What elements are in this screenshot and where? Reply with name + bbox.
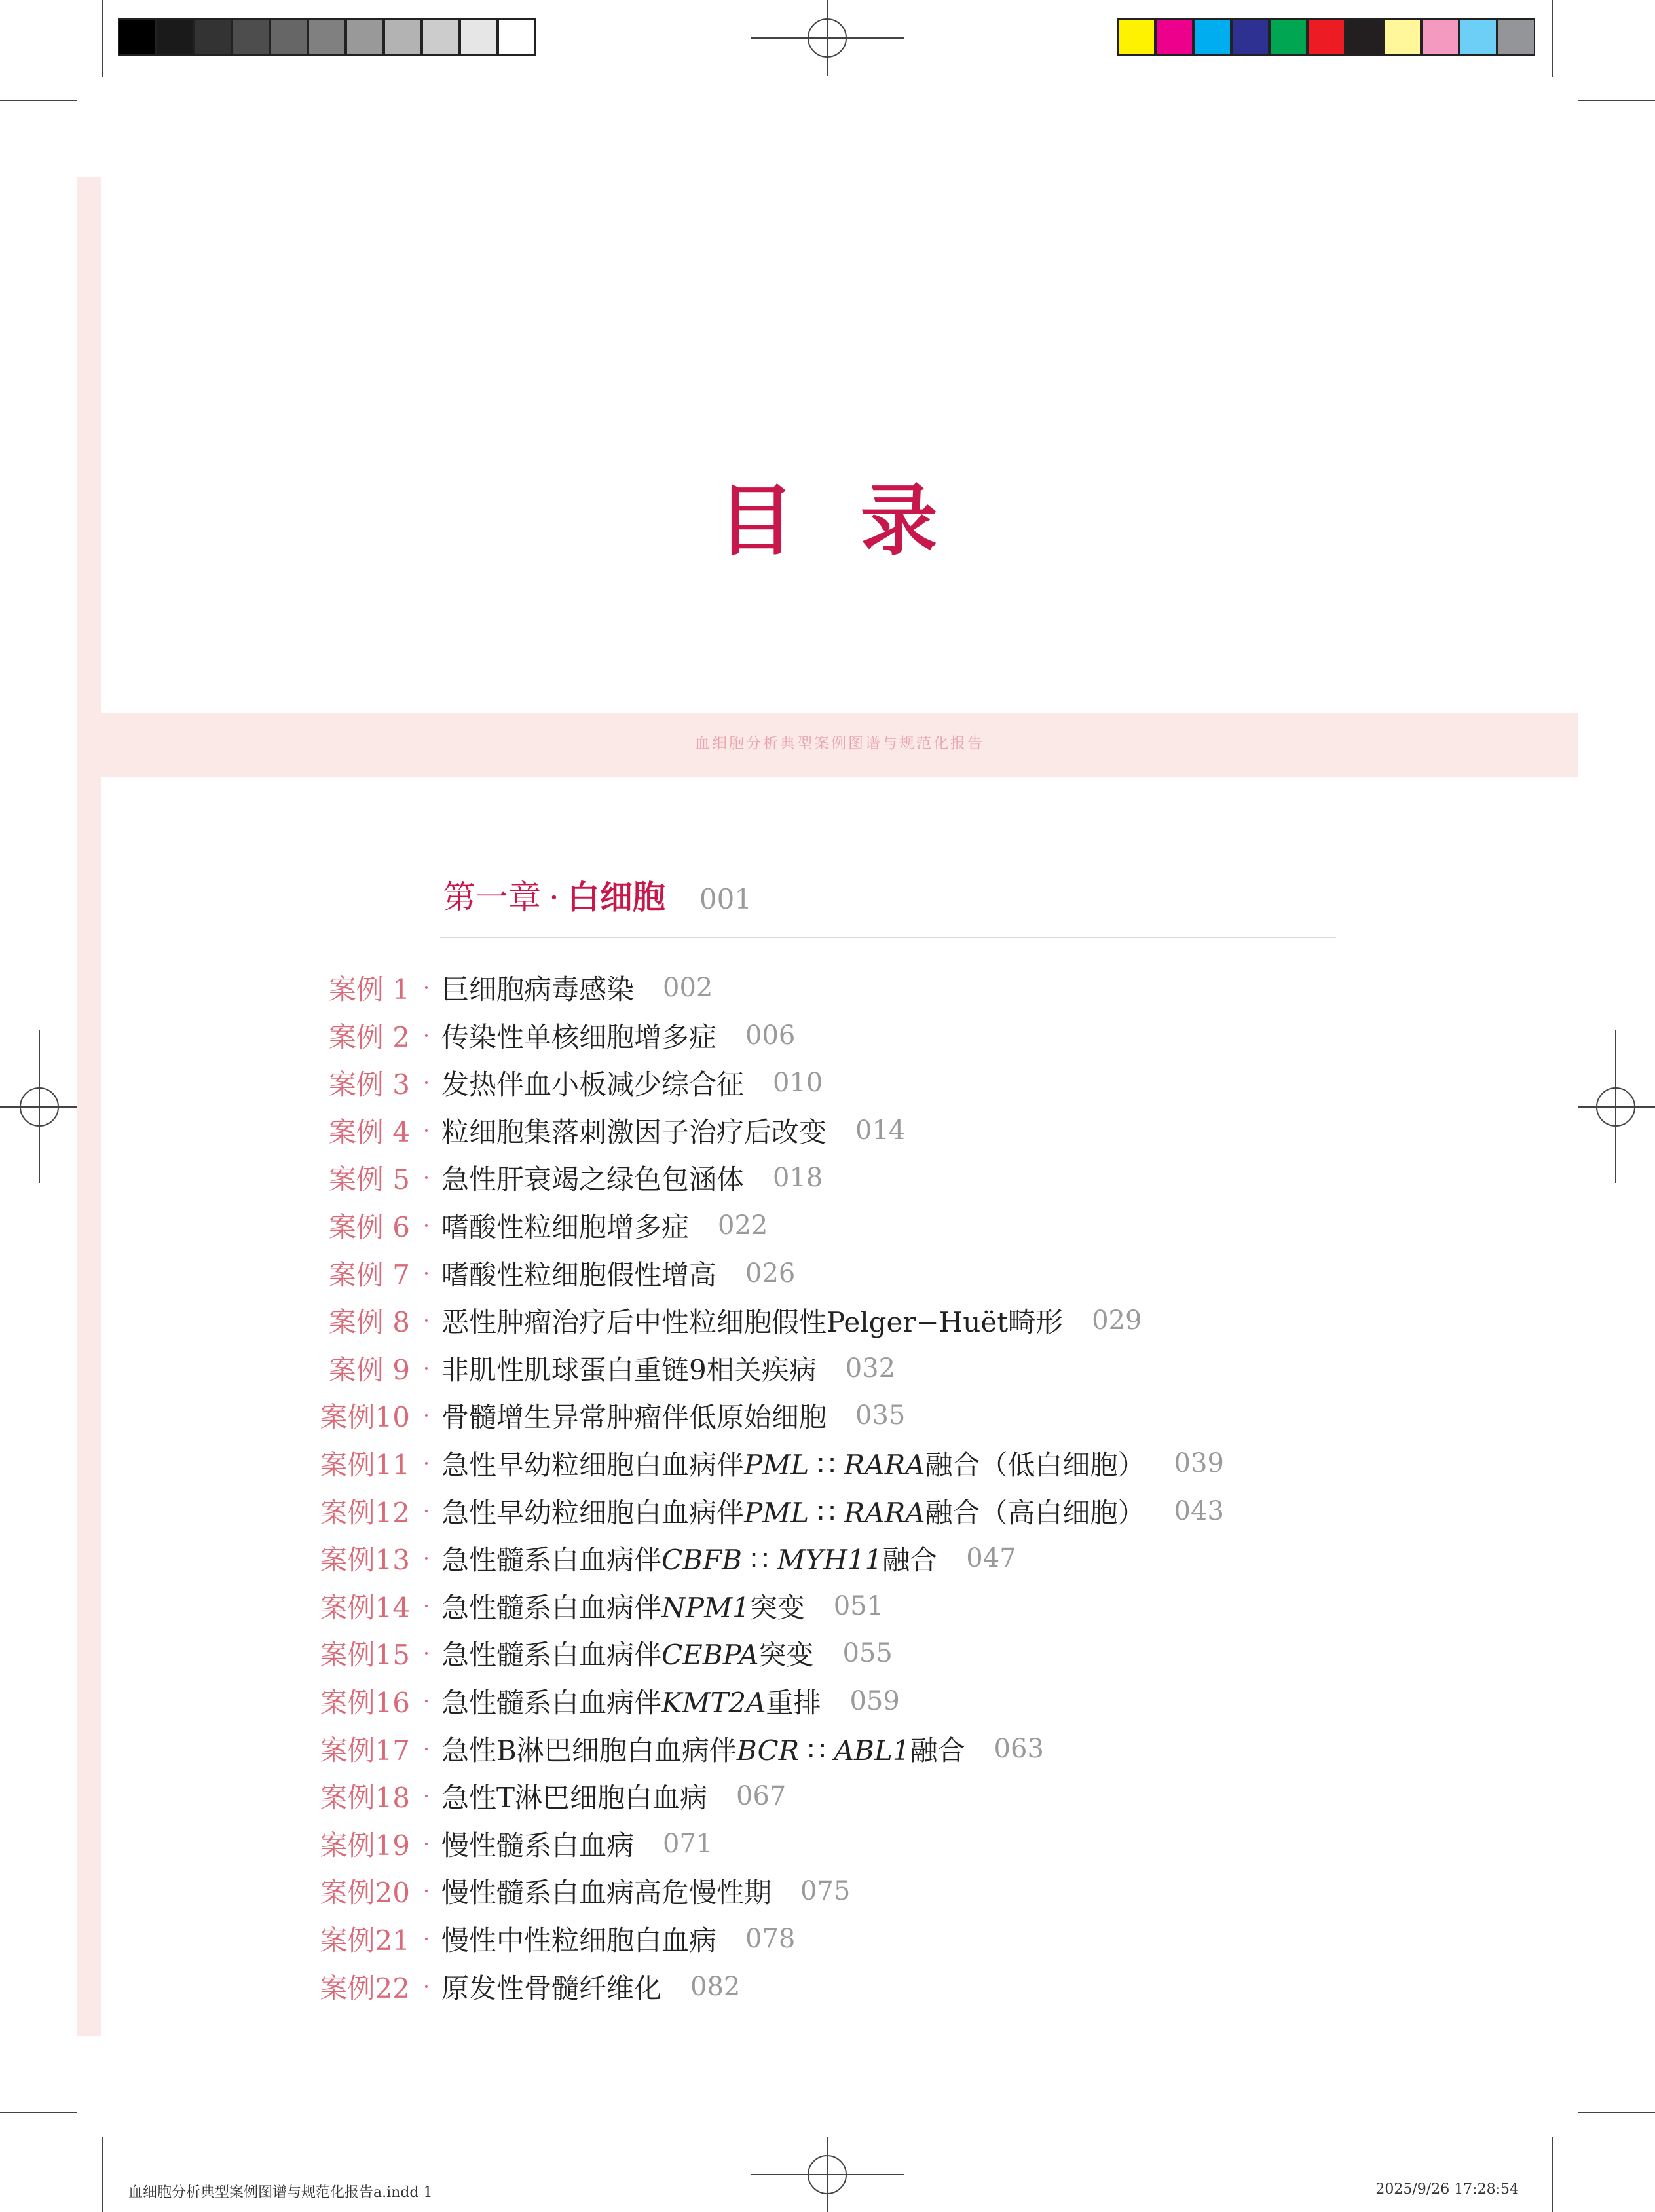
gene-name: CBFB <box>661 1544 743 1577</box>
gene-name: ABL1 <box>834 1734 910 1767</box>
entry-page-number: 014 <box>855 1115 906 1146</box>
entry-separator: · <box>422 1165 430 1191</box>
gene-name: RARA <box>844 1449 925 1481</box>
toc-entry[interactable] <box>0 1202 1655 1249</box>
toc-entry[interactable] <box>0 1107 1655 1154</box>
entry-title <box>441 1158 744 1197</box>
entry-page-number: 067 <box>736 1781 787 1812</box>
entry-page-number: 055 <box>842 1638 893 1669</box>
color-swatch <box>384 18 422 56</box>
gene-name: MYH11 <box>777 1544 883 1577</box>
case-label: 案例11 <box>320 1449 410 1481</box>
title-text: 急性髓系白血病伴 <box>441 1591 662 1624</box>
toc-entry[interactable] <box>0 1154 1655 1201</box>
entry-page-number: 018 <box>773 1163 823 1193</box>
title-text: 急性B淋巴细胞白血病伴 <box>441 1734 737 1767</box>
entry-title <box>441 1491 1145 1531</box>
gray-swatch-strip <box>118 18 536 56</box>
entry-separator: · <box>422 1451 430 1476</box>
entry-separator: · <box>422 1974 430 1999</box>
title-text: 急性髓系白血病伴 <box>441 1687 662 1719</box>
color-swatch <box>308 18 346 56</box>
case-label: 案例10 <box>320 1401 410 1434</box>
toc-entry[interactable] <box>0 1059 1655 1106</box>
case-label: 案例12 <box>320 1496 410 1529</box>
page-title: 目录 <box>717 475 1003 566</box>
color-swatch <box>1307 18 1345 56</box>
toc-entry[interactable] <box>0 1915 1655 1962</box>
gene-name: CEBPA <box>661 1639 759 1672</box>
gene-name: NPM1 <box>661 1591 750 1624</box>
entry-separator: · <box>422 1022 430 1048</box>
entry-separator: · <box>422 1593 430 1619</box>
title-text: 重排 <box>766 1687 821 1719</box>
title-text: 慢性髓系白血病高危慢性期 <box>441 1877 772 1909</box>
color-swatch <box>1117 18 1155 56</box>
title-text: ∷ <box>799 1734 834 1767</box>
entry-separator: · <box>422 1117 430 1143</box>
entry-page-number: 071 <box>663 1828 713 1859</box>
entry-title <box>441 1871 772 1911</box>
color-swatch <box>194 18 232 56</box>
case-label: 案例16 <box>320 1687 410 1719</box>
entry-title <box>441 1776 707 1816</box>
case-label: 案例19 <box>320 1829 410 1862</box>
color-swatch <box>270 18 308 56</box>
title-text: 突变 <box>749 1591 805 1624</box>
entry-page-number: 006 <box>745 1020 796 1051</box>
entry-title <box>441 1016 716 1055</box>
entry-page-number: 059 <box>849 1686 900 1716</box>
entry-title <box>441 1824 634 1864</box>
title-text: 急性髓系白血病伴 <box>441 1639 662 1672</box>
entry-title <box>441 1396 827 1435</box>
title-text: 巨细胞病毒感染 <box>441 973 635 1005</box>
toc-entry[interactable] <box>0 1012 1655 1059</box>
color-swatch <box>1383 18 1421 56</box>
entry-page-number: 075 <box>800 1876 851 1907</box>
color-swatch <box>1459 18 1497 56</box>
entry-title <box>441 1301 1063 1340</box>
color-swatch-strip <box>1117 18 1535 56</box>
print-timestamp: 2025/9/26 17:28:54 <box>1375 2181 1519 2198</box>
color-swatch <box>1269 18 1307 56</box>
title-text: 融合 <box>882 1544 938 1577</box>
color-swatch <box>1155 18 1193 56</box>
title-text: 急性早幼粒细胞白血病伴 <box>441 1496 745 1529</box>
title-text: 急性髓系白血病伴 <box>441 1544 662 1577</box>
title-text: 非肌性肌球蛋白重链9相关疾病 <box>441 1353 817 1386</box>
entry-page-number: 032 <box>845 1353 896 1383</box>
entry-page-number: 063 <box>994 1733 1044 1764</box>
title-text: 融合 <box>910 1734 965 1767</box>
entry-page-number: 010 <box>773 1068 823 1098</box>
gene-name: PML <box>744 1449 809 1481</box>
case-label: 案例 2 <box>328 1021 410 1053</box>
entry-separator: · <box>422 1308 430 1334</box>
color-swatch <box>1193 18 1231 56</box>
entry-page-number: 051 <box>833 1590 884 1621</box>
entry-separator: · <box>422 1070 430 1096</box>
entry-page-number: 022 <box>718 1210 768 1241</box>
entry-page-number: 002 <box>663 973 713 1003</box>
case-label: 案例 6 <box>328 1211 410 1243</box>
case-label: 案例 1 <box>328 973 410 1005</box>
color-swatch <box>346 18 384 56</box>
chapter-divider <box>440 937 1336 938</box>
toc-entry[interactable] <box>0 1772 1655 1820</box>
entry-title <box>441 1111 827 1150</box>
color-swatch <box>156 18 194 56</box>
gene-name: RARA <box>844 1496 925 1529</box>
color-swatch <box>460 18 498 56</box>
case-label: 案例 8 <box>328 1306 410 1339</box>
color-swatch <box>1421 18 1459 56</box>
case-label: 案例 7 <box>328 1258 410 1291</box>
entry-separator: · <box>422 1879 430 1904</box>
toc-entry[interactable] <box>0 1250 1655 1297</box>
entry-page-number: 082 <box>690 1971 741 2002</box>
entry-separator: · <box>422 1641 430 1666</box>
toc-entry[interactable] <box>0 1867 1655 1915</box>
entry-title <box>441 1539 937 1578</box>
toc-entry[interactable] <box>0 964 1655 1011</box>
running-head: 血细胞分析典型案例图谱与规范化报告 <box>695 735 984 752</box>
case-label: 案例 3 <box>328 1068 410 1101</box>
color-swatch <box>1497 18 1535 56</box>
entry-title <box>441 1254 716 1293</box>
title-text: 发热伴血小板减少综合征 <box>441 1068 745 1101</box>
gene-name: BCR <box>736 1734 800 1767</box>
entry-page-number: 029 <box>1092 1305 1142 1336</box>
title-text: 原发性骨髓纤维化 <box>441 1972 662 2004</box>
entry-title <box>441 1586 805 1626</box>
toc-entry[interactable] <box>0 1392 1655 1439</box>
toc-entry[interactable] <box>0 1630 1655 1677</box>
entry-separator: · <box>422 1260 430 1286</box>
case-label: 案例18 <box>320 1782 410 1814</box>
case-label: 案例 9 <box>328 1353 410 1386</box>
entry-page-number: 043 <box>1174 1495 1224 1526</box>
title-text: 慢性中性粒细胞白血病 <box>441 1924 717 1957</box>
toc-entry[interactable] <box>0 1297 1655 1344</box>
toc-entry[interactable] <box>0 1820 1655 1867</box>
toc-entry[interactable] <box>0 1535 1655 1582</box>
case-label: 案例13 <box>320 1544 410 1577</box>
color-swatch <box>498 18 536 56</box>
chapter-separator: · <box>549 878 559 916</box>
chapter-name: 白细胞 <box>567 878 665 916</box>
entry-title <box>441 1349 817 1388</box>
color-swatch <box>1345 18 1383 56</box>
gene-name: PML <box>744 1496 809 1529</box>
case-label: 案例21 <box>320 1924 410 1957</box>
toc-entry[interactable] <box>0 1725 1655 1772</box>
title-text: 突变 <box>758 1639 814 1672</box>
toc-entry[interactable] <box>0 1963 1655 2010</box>
title-text: 骨髓增生异常肿瘤伴低原始细胞 <box>441 1401 827 1434</box>
entry-title <box>441 968 634 1007</box>
title-text: ∷ <box>809 1449 844 1481</box>
entry-separator: · <box>422 1784 430 1809</box>
title-text: 融合（高白细胞） <box>925 1496 1145 1529</box>
title-text: 慢性髓系白血病 <box>441 1829 635 1862</box>
file-slug: 血细胞分析典型案例图谱与规范化报告a.indd 1 <box>128 2184 433 2201</box>
color-swatch <box>422 18 460 56</box>
entry-title <box>441 1967 661 2006</box>
entry-separator: · <box>422 1736 430 1761</box>
entry-title <box>441 1063 744 1102</box>
entry-separator: · <box>422 1213 430 1238</box>
case-label: 案例 4 <box>328 1115 410 1148</box>
case-label: 案例22 <box>320 1972 410 2004</box>
entry-separator: · <box>422 1498 430 1524</box>
title-text: 急性肝衰竭之绿色包涵体 <box>441 1163 745 1196</box>
entry-separator: · <box>422 1403 430 1429</box>
entry-title <box>441 1206 689 1245</box>
title-text: 传染性单核细胞增多症 <box>441 1021 717 1053</box>
entry-title <box>441 1919 716 1959</box>
entry-page-number: 078 <box>745 1924 796 1954</box>
chapter-page-number: 001 <box>699 883 753 915</box>
title-text: 嗜酸性粒细胞假性增高 <box>441 1258 717 1291</box>
case-label: 案例17 <box>320 1734 410 1767</box>
toc-entry[interactable] <box>0 1488 1655 1535</box>
title-text: 粒细胞集落刺激因子治疗后改变 <box>441 1115 827 1148</box>
entry-separator: · <box>422 1546 430 1571</box>
case-label: 案例14 <box>320 1591 410 1624</box>
gene-name: KMT2A <box>661 1687 766 1719</box>
chapter-number: 第一章 <box>443 878 541 916</box>
color-swatch <box>232 18 270 56</box>
toc-entry[interactable] <box>0 1440 1655 1487</box>
entry-page-number: 026 <box>745 1258 796 1288</box>
chapter-heading[interactable] <box>443 871 752 918</box>
title-text: 恶性肿瘤治疗后中性粒细胞假性Pelger−Huët畸形 <box>441 1306 1064 1339</box>
title-text: ∷ <box>742 1544 777 1577</box>
toc-entry[interactable] <box>0 1678 1655 1725</box>
title-text: 急性T淋巴细胞白血病 <box>441 1782 708 1814</box>
entry-title <box>441 1729 965 1769</box>
toc-entry[interactable] <box>0 1345 1655 1392</box>
entry-separator: · <box>422 975 430 1000</box>
color-swatch <box>1231 18 1269 56</box>
case-label: 案例20 <box>320 1877 410 1909</box>
toc-entry[interactable] <box>0 1583 1655 1630</box>
entry-title <box>441 1634 813 1673</box>
entry-separator: · <box>422 1355 430 1381</box>
title-text: 融合（低白细胞） <box>925 1449 1145 1481</box>
entry-separator: · <box>422 1831 430 1856</box>
entry-page-number: 035 <box>855 1400 906 1431</box>
entry-page-number: 039 <box>1174 1448 1224 1478</box>
color-swatch <box>118 18 156 56</box>
case-label: 案例 5 <box>328 1163 410 1196</box>
entry-title <box>441 1681 821 1721</box>
entry-separator: · <box>422 1689 430 1714</box>
entry-separator: · <box>422 1926 430 1951</box>
entry-page-number: 047 <box>966 1543 1016 1574</box>
case-label: 案例15 <box>320 1639 410 1672</box>
entry-title <box>441 1444 1145 1483</box>
title-text: 急性早幼粒细胞白血病伴 <box>441 1449 745 1481</box>
title-text: ∷ <box>809 1496 844 1529</box>
title-text: 嗜酸性粒细胞增多症 <box>441 1211 690 1243</box>
